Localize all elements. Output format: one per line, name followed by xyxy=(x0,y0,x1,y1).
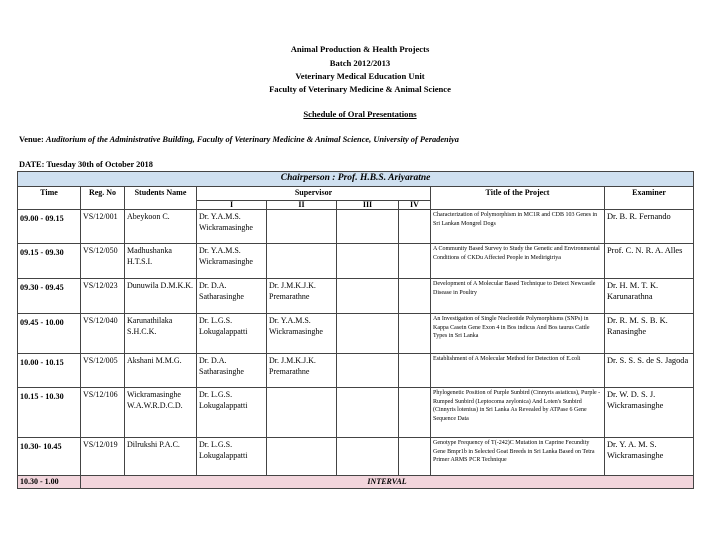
supervisor-3-cell xyxy=(337,244,399,279)
col-sup-4: IV xyxy=(399,201,431,210)
supervisor-4-cell xyxy=(399,314,431,354)
examiner-cell: Dr. W. D. S. J. Wickramasinghe xyxy=(605,388,694,438)
col-student: Students Name xyxy=(125,187,197,210)
supervisor-3-cell xyxy=(337,314,399,354)
supervisor-3-cell xyxy=(337,210,399,244)
schedule-table xyxy=(17,171,694,489)
venue-label: Venue: xyxy=(19,135,44,144)
supervisor-2-cell xyxy=(267,438,337,476)
supervisor-1-cell: Dr. L.G.S. Lokugalappatti xyxy=(197,388,267,438)
interval-label: INTERVAL xyxy=(81,476,694,489)
table-row xyxy=(18,244,694,279)
project-title-cell: Phylogenetic Position of Purple Sunbird (Cinnyris asiaticus), Purple - Rumped Sunbird (Leptocoma zeylonica) And Loten's Sunbird (Cinnyris lotenius) in Sri Lanka As Revealed by ATPase 6 Gene Sequence Data xyxy=(431,388,605,438)
supervisor-1-cell: Dr. Y.A.M.S. Wickramasinghe xyxy=(197,210,267,244)
col-sup-3: III xyxy=(337,201,399,210)
project-title-cell: A Community Based Survey to Study the Genetic and Environmental Conditions of CKDu Affected People in Medirigiriya xyxy=(431,244,605,279)
supervisor-4-cell xyxy=(399,438,431,476)
col-time: Time xyxy=(18,187,81,210)
time-cell: 10.00 - 10.15 xyxy=(18,354,81,388)
examiner-cell: Prof. C. N. R. A. Alles xyxy=(605,244,694,279)
time-cell: 10.15 - 10.30 xyxy=(18,388,81,438)
project-title-cell: Genotype Frequency of T(-242)C Mutation in Caprine Fecundity Gene Bmpr1b in Selected Goat Breeds in Sri Lanka Based on Tetra Primer ARMS PCR Technique xyxy=(431,438,605,476)
supervisor-1-cell: Dr. L.G.S. Lokugalappatti xyxy=(197,314,267,354)
student-cell: Dunuwila D.M.K.K. xyxy=(125,279,197,314)
col-examiner: Examiner xyxy=(605,187,694,210)
supervisor-4-cell xyxy=(399,388,431,438)
chairperson-row xyxy=(18,172,694,187)
supervisor-3-cell xyxy=(337,438,399,476)
reg-cell: VS/12/023 xyxy=(81,279,125,314)
supervisor-1-cell: Dr. D.A. Satharasinghe xyxy=(197,279,267,314)
supervisor-3-cell xyxy=(337,279,399,314)
project-title-cell: Establishment of A Molecular Method for Detection of E.coli xyxy=(431,354,605,388)
time-cell: 09.00 - 09.15 xyxy=(18,210,81,244)
table-row xyxy=(18,210,694,244)
header-line-2: Batch 2012/2013 xyxy=(329,58,391,68)
interval-row xyxy=(18,476,694,489)
examiner-cell: Dr. B. R. Fernando xyxy=(605,210,694,244)
supervisor-4-cell xyxy=(399,244,431,279)
reg-cell: VS/12/050 xyxy=(81,244,125,279)
examiner-cell: Dr. H. M. T. K. Karunarathna xyxy=(605,279,694,314)
table-row xyxy=(18,279,694,314)
col-sup-2: II xyxy=(267,201,337,210)
venue-text: Auditorium of the Administrative Building, Faculty of Veterinary Medicine & Animal Science, University of Peradeniya xyxy=(45,135,459,144)
supervisor-4-cell xyxy=(399,210,431,244)
col-reg-no: Reg. No xyxy=(81,187,125,210)
header-line-3: Veterinary Medical Education Unit xyxy=(295,71,425,81)
schedule-title: Schedule of Oral Presentations xyxy=(303,109,417,119)
project-title-cell: An Investigation of Single Nucleotide Polymorphisms (SNPs) in Kappa Casein Gene Exon 4 in Bos indicus And Bos taurus Cattle Types in Sri Lanka xyxy=(431,314,605,354)
time-cell: 09.15 - 09.30 xyxy=(18,244,81,279)
col-supervisor: Supervisor xyxy=(197,187,431,201)
examiner-cell: Dr. Y. A. M. S. Wickramasinghe xyxy=(605,438,694,476)
col-title: Title of the Project xyxy=(431,187,605,210)
time-cell: 09.30 - 09.45 xyxy=(18,279,81,314)
time-cell: 10.30- 10.45 xyxy=(18,438,81,476)
student-cell: Wickramasinghe W.A.W.R.D.C.D. xyxy=(125,388,197,438)
table-row xyxy=(18,354,694,388)
student-cell: Akshani M.M.G. xyxy=(125,354,197,388)
supervisor-2-cell xyxy=(267,210,337,244)
reg-cell: VS/12/005 xyxy=(81,354,125,388)
student-cell: Madhushanka H.T.S.I. xyxy=(125,244,197,279)
supervisor-2-cell: Dr. J.M.K.J.K. Premarathne xyxy=(267,279,337,314)
student-cell: Karunathilaka S.H.C.K. xyxy=(125,314,197,354)
supervisor-4-cell xyxy=(399,354,431,388)
examiner-cell: Dr. S. S. S. de S. Jagoda xyxy=(605,354,694,388)
supervisor-2-cell: Dr. J.M.K.J.K. Premarathne xyxy=(267,354,337,388)
chairperson: Chairperson : Prof. H.B.S. Ariyaratne xyxy=(18,172,694,187)
supervisor-1-cell: Dr. Y.A.M.S. Wickramasinghe xyxy=(197,244,267,279)
table-row xyxy=(18,438,694,476)
interval-time: 10.30 - 1.00 xyxy=(18,476,81,489)
supervisor-1-cell: Dr. D.A. Satharasinghe xyxy=(197,354,267,388)
table-row xyxy=(18,314,694,354)
header-line-1: Animal Production & Health Projects xyxy=(290,44,430,54)
student-cell: Dilrukshi P.A.C. xyxy=(125,438,197,476)
header-row xyxy=(18,187,694,201)
supervisor-4-cell xyxy=(399,279,431,314)
student-cell: Abeykoon C. xyxy=(125,210,197,244)
time-cell: 09.45 - 10.00 xyxy=(18,314,81,354)
project-title-cell: Development of A Molecular Based Technique to Detect Newcastle Disease in Poultry xyxy=(431,279,605,314)
supervisor-2-cell: Dr. Y.A.M.S. Wickramasinghe xyxy=(267,314,337,354)
header-line-4: Faculty of Veterinary Medicine & Animal Science xyxy=(269,84,451,94)
venue xyxy=(19,135,459,144)
supervisor-3-cell xyxy=(337,388,399,438)
reg-cell: VS/12/019 xyxy=(81,438,125,476)
presentation-date: DATE: Tuesday 30th of October 2018 xyxy=(19,160,153,169)
col-sup-1: I xyxy=(197,201,267,210)
reg-cell: VS/12/040 xyxy=(81,314,125,354)
table-row xyxy=(18,388,694,438)
supervisor-3-cell xyxy=(337,354,399,388)
examiner-cell: Dr. R. M. S. B. K. Ranasinghe xyxy=(605,314,694,354)
supervisor-2-cell xyxy=(267,244,337,279)
reg-cell: VS/12/001 xyxy=(81,210,125,244)
supervisor-2-cell xyxy=(267,388,337,438)
supervisor-1-cell: Dr. L.G.S. Lokugalappatti xyxy=(197,438,267,476)
project-title-cell: Characterization of Polymorphism in MC1R and CDB 103 Genes in Sri Lankan Mongrel Dogs xyxy=(431,210,605,244)
reg-cell: VS/12/106 xyxy=(81,388,125,438)
